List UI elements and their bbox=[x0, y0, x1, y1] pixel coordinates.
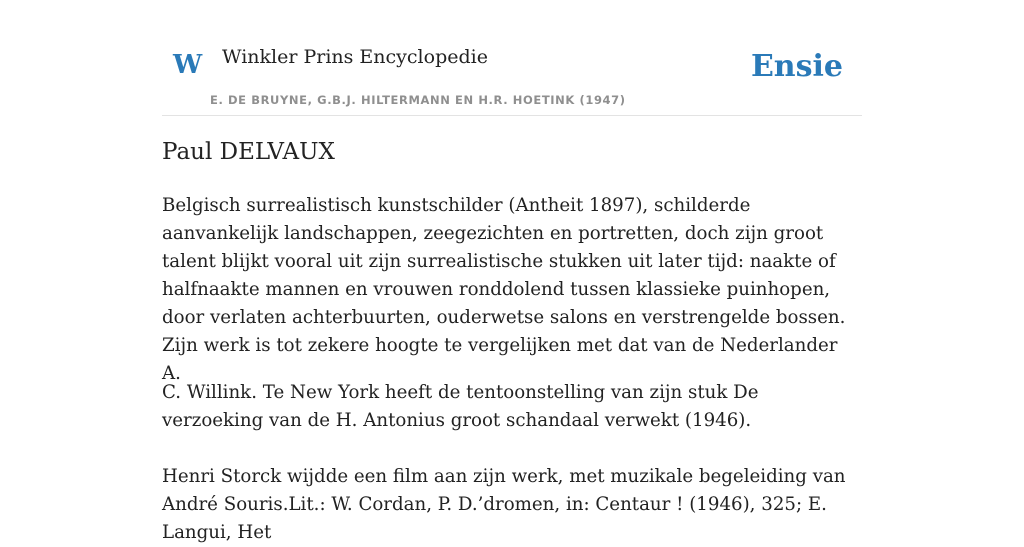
article-title: Paul DELVAUX bbox=[162, 139, 335, 165]
winkler-prins-logo[interactable]: W bbox=[173, 50, 203, 80]
source-header bbox=[162, 0, 862, 116]
ensie-logo-link[interactable]: Ensie bbox=[750, 49, 843, 84]
source-title[interactable]: Winkler Prins Encyclopedie bbox=[222, 46, 488, 68]
article-paragraph: Belgisch surrealistisch kunstschilder (Antheit 1897), schilderde aanvankelijk landschappen, zeegezichten en portretten, doch zijn groot talent blijkt vooral uit zijn surrealistische stukken uit later tijd: naakte of halfnaakte mannen en vrouwen ronddolend tussen klassieke puinhopen, door verlaten achterbuurten, ouderwetse salons en verstrengelde bossen. Zijn werk is tot zekere hoogte te vergelijken met dat van de Nederlander A. bbox=[162, 195, 846, 384]
article-paragraph: Henri Storck wijdde een film aan zijn werk, met muzikale begeleiding van André Souris.Lit.: W. Cordan, P. D.’dromen, in: Centaur ! (1946), 325; E. Langui, Het bbox=[162, 466, 846, 543]
article-paragraph: C. Willink. Te New York heeft de tentoonstelling van zijn stuk De verzoeking van de H. Antonius groot schandaal verwekt (1946). bbox=[162, 382, 759, 431]
page-container bbox=[162, 0, 862, 543]
source-authors: E. DE BRUYNE, G.B.J. HILTERMANN EN H.R. HOETINK (1947) bbox=[210, 93, 626, 107]
